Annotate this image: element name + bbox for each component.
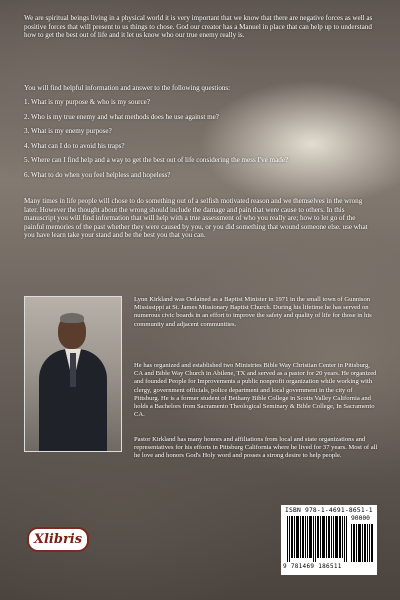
author-bio-paragraph: He has organized and established two Ministries Bible Way Christian Center in Pittsburg, CA and Bible Way Church in Abilene, TX and served as a pastor for 20 years. He organized and founded People for Improvements a public nonprofit organization while working with clergy, government officials, police department and local government in the city of Pittsburg. He is a former student of Bethany Bible College in Scotts Valley California and holds a Bachelors from Sacramento Theological Seminary & Bible College, In Sacramento CA. bbox=[134, 362, 377, 419]
author-photo bbox=[24, 296, 122, 452]
question-item: 3. What is my enemy purpose? bbox=[24, 127, 112, 136]
description-paragraph: Many times in life people will chose to do something out of a selfish motivated reason and we themselves in the wrong later. However the thought about the wrong should include the damage and pain that were cause to others. In this manuscript you will find information that will help with a true assessment of who you really are; how to let go of the painful memories of the past whether they were caused by you, or you did something that wound someone else. use what you have learn take your stand and be the best you that you can. bbox=[24, 197, 368, 240]
isbn-text: ISBN 978-1-4691-8651-1 bbox=[285, 507, 373, 514]
question-item: 4. What can I do to avoid his traps? bbox=[24, 141, 125, 150]
intro-paragraph: We are spiritual beings living in a physical world it is very important that we know that there are negative forces as well as positive forces that will present to us things to chose. God our creator has a Manuel in place that can help up to understand how to get the best out of life and it let us know who our true enemy really is. bbox=[24, 14, 373, 40]
barcode-bars bbox=[287, 516, 347, 562]
question-item: 1. What is my purpose & who is my source? bbox=[24, 98, 150, 106]
publisher-logo: Xlibris bbox=[27, 527, 89, 552]
price-barcode-bars bbox=[351, 524, 373, 562]
author-bio-paragraph: Pastor Kirkland has many honors and affiliations from local and state organizations and representatives for his efforts in Pittsburg California where he lived for 37 years. Most of all he love and honors God's Holy word and posses a strong desire to help people. bbox=[134, 436, 378, 460]
barcode bbox=[281, 505, 377, 575]
question-item: 6. What to do when you feel helpless and hopeless? bbox=[24, 170, 171, 179]
barcode-digits: 9 781469 186511 bbox=[283, 563, 342, 570]
questions-list bbox=[24, 98, 376, 186]
price-code: 90000 bbox=[351, 515, 370, 522]
question-item: 2. Who is my true enemy and what methods does he use against me? bbox=[24, 112, 219, 121]
question-item: 5. Where can I find help and a way to get the best out of life considering the mess I've made? bbox=[24, 156, 289, 165]
author-bio-paragraph: Lynn Kirkland was Ordained as a Baptist Minister in 1971 in the small town of Gunnison Mississippi at St. James Missionary Baptist Church. During his lifetime he has served on numerous civic boards in an effort to improve the safety and quality of life for those in his community and adjacent communities. bbox=[134, 296, 372, 328]
questions-lead: You will find helpful information and answer to the following questions: bbox=[24, 84, 231, 92]
